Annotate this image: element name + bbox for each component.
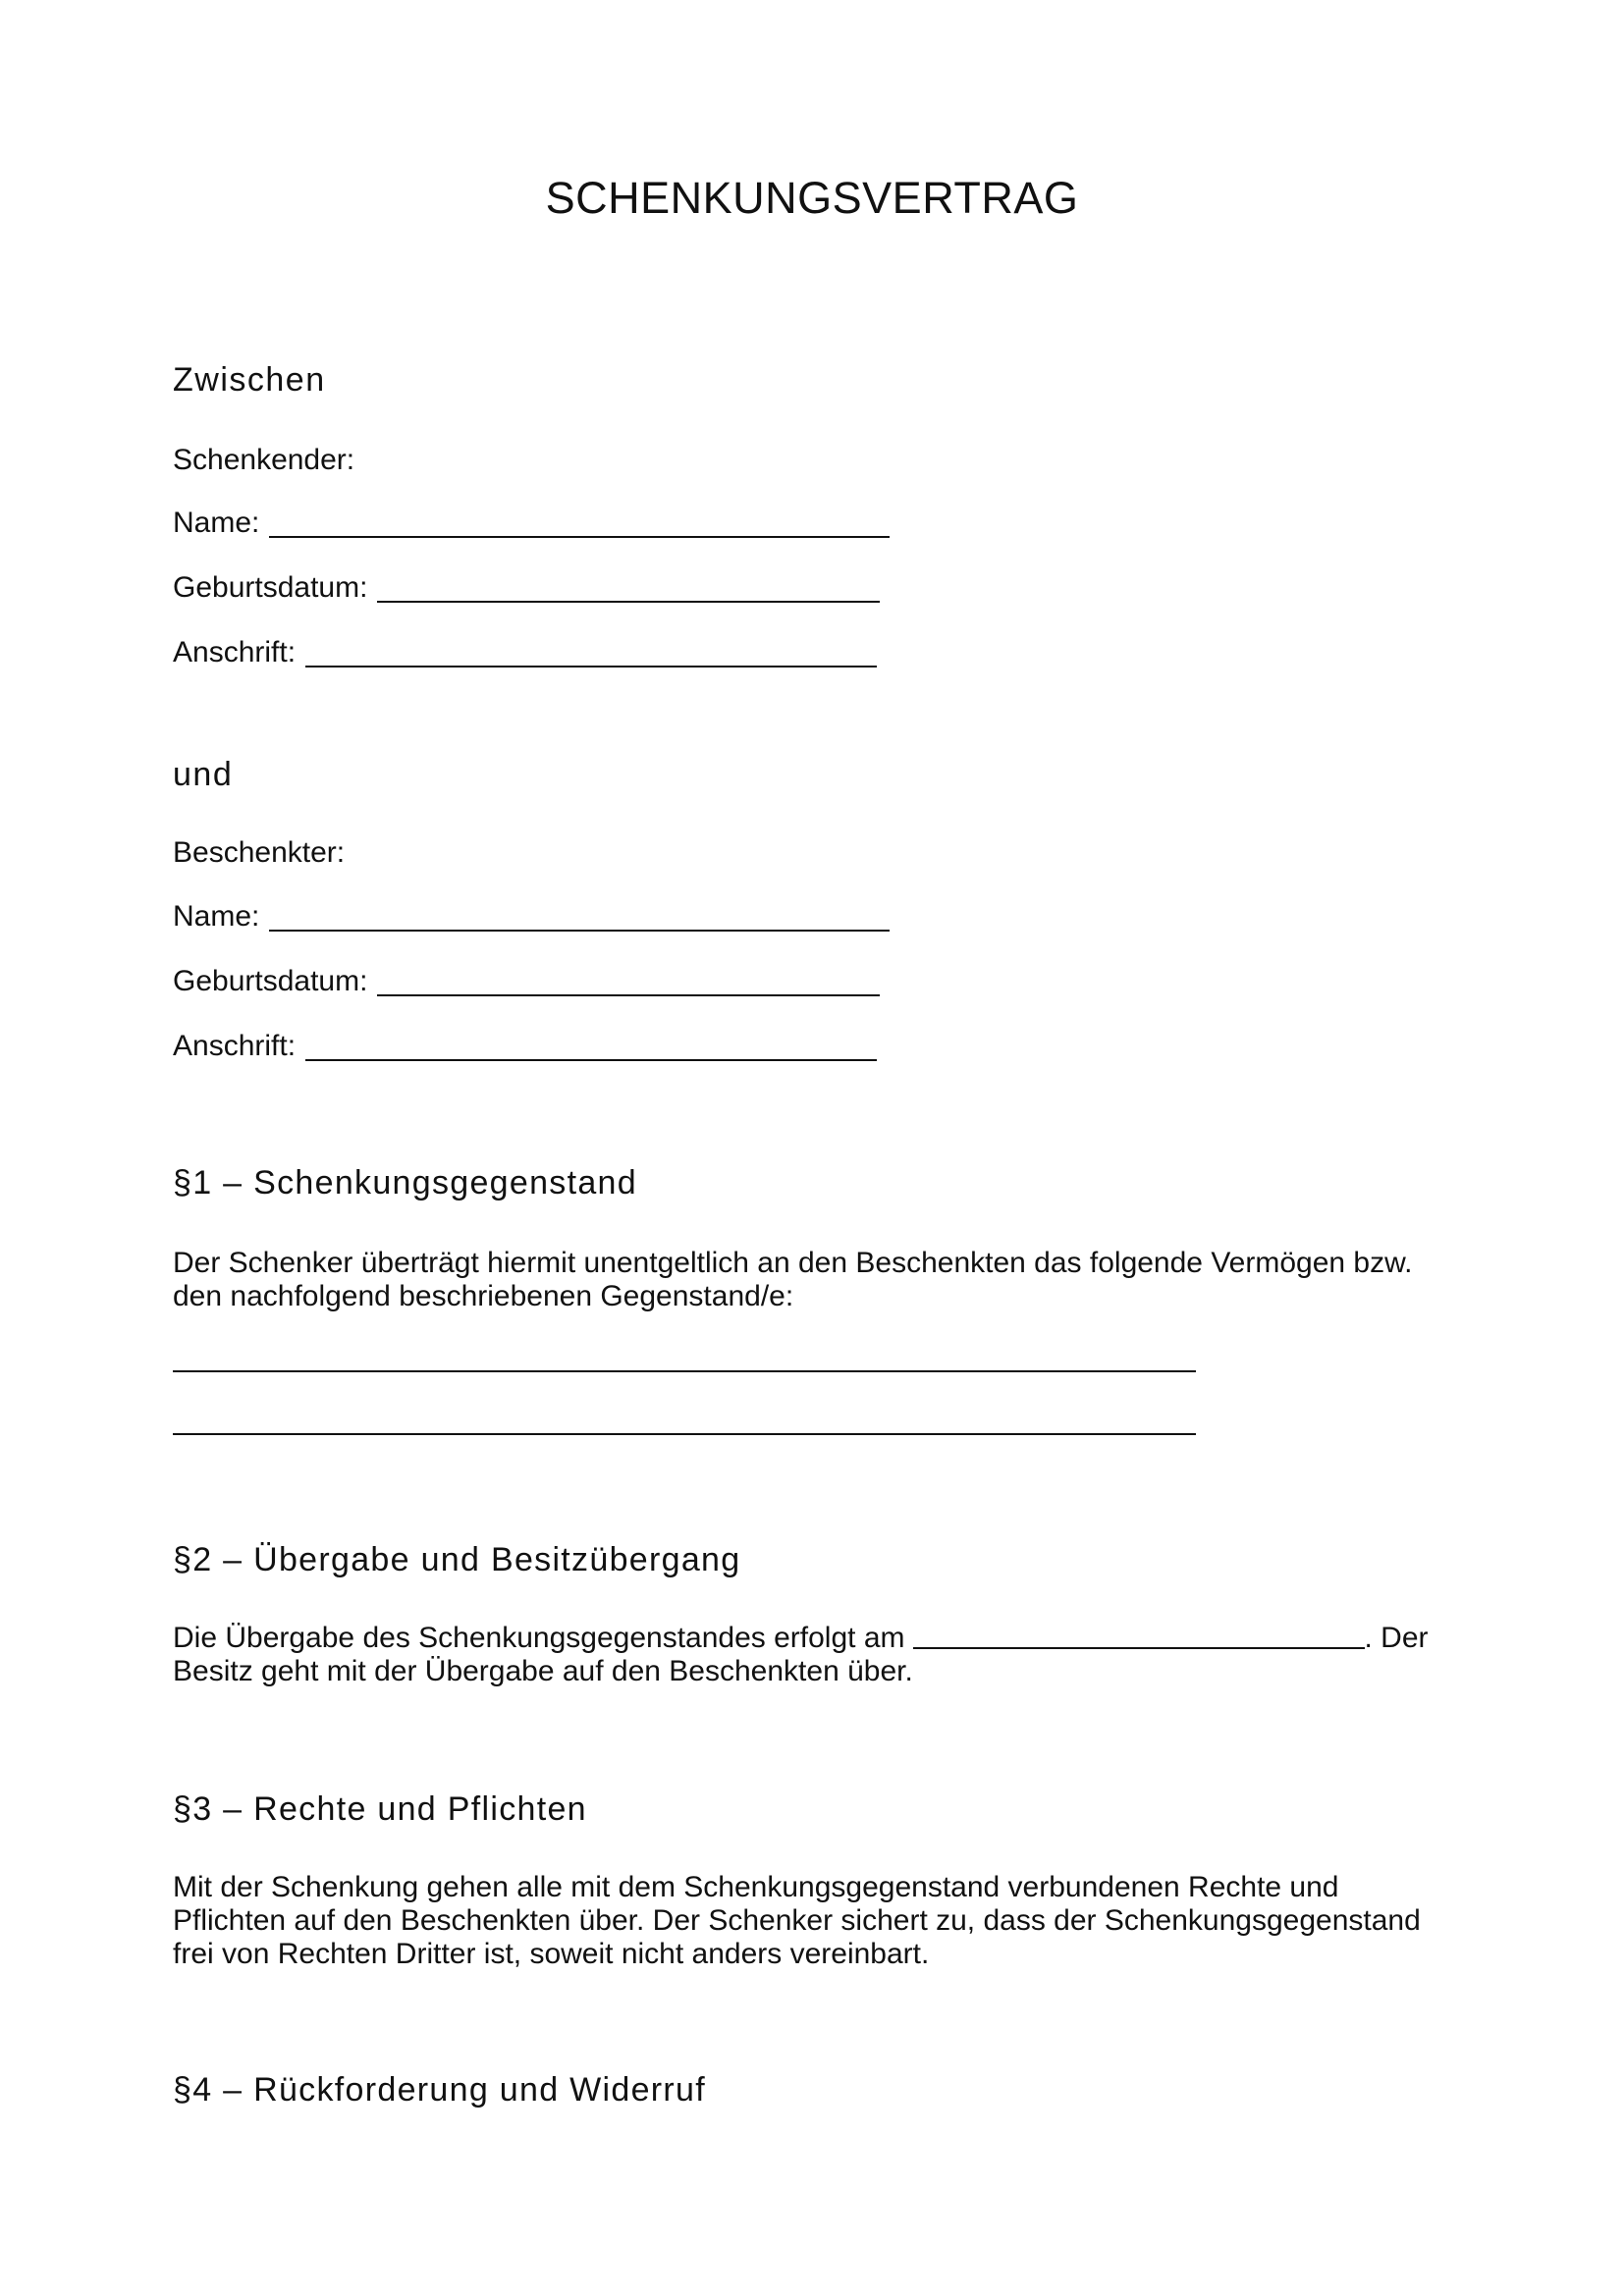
gift-description-line-1[interactable] [173, 1370, 1196, 1372]
section-3-text-line: Mit der Schenkung gehen alle mit dem Schenkungsgegenstand verbundenen Rechte und [173, 1871, 1339, 1903]
donor-name-field[interactable] [173, 507, 890, 540]
handover-date-blank[interactable] [913, 1622, 1365, 1649]
recipient-address-field[interactable] [173, 1030, 877, 1063]
section-3-text-line: Pflichten auf den Beschenkten über. Der Schenker sichert zu, dass der Schenkungsgegenstand [173, 1904, 1421, 1937]
section-3-text [173, 1871, 1469, 1971]
section-1-text-line: Der Schenker überträgt hiermit unentgeltlich an den Beschenkten das folgende Vermögen bzw. [173, 1247, 1413, 1279]
section-1-text-line: den nachfolgend beschriebenen Gegenstand/e: [173, 1280, 794, 1312]
and-label: und [173, 756, 234, 793]
recipient-address-label: Anschrift: [173, 1030, 297, 1062]
recipient-address-blank[interactable] [305, 1034, 877, 1061]
section-3-heading: §3 – Rechte und Pflichten [173, 1790, 587, 1828]
donor-birthdate-blank[interactable] [377, 575, 880, 603]
between-label: Zwischen [173, 361, 326, 399]
section-2-text-line: Besitz geht mit der Übergabe auf den Beschenkten über. [173, 1655, 913, 1687]
document-title: SCHENKUNGSVERTRAG [545, 173, 1079, 223]
section-2-text-after: . Der [1364, 1622, 1429, 1654]
section-2-heading: §2 – Übergabe und Besitzübergang [173, 1541, 741, 1578]
donor-address-field[interactable] [173, 636, 877, 669]
recipient-birthdate-blank[interactable] [377, 969, 880, 996]
recipient-name-label: Name: [173, 900, 260, 933]
donor-address-blank[interactable] [305, 640, 877, 667]
section-2-text [173, 1622, 1469, 1688]
recipient-heading: Beschenkter: [173, 836, 346, 869]
section-2-text-before: Die Übergabe des Schenkungsgegenstandes erfolgt am [173, 1622, 905, 1654]
recipient-birthdate-label: Geburtsdatum: [173, 965, 368, 997]
section-1-heading: §1 – Schenkungsgegenstand [173, 1164, 637, 1201]
donor-name-blank[interactable] [269, 510, 890, 538]
donor-heading: Schenkender: [173, 444, 355, 476]
donor-name-label: Name: [173, 507, 260, 539]
section-3-text-line: frei von Rechten Dritter ist, soweit nicht anders vereinbart. [173, 1938, 930, 1970]
recipient-birthdate-field[interactable] [173, 965, 880, 998]
donor-address-label: Anschrift: [173, 636, 297, 668]
recipient-name-blank[interactable] [269, 904, 890, 932]
section-2-text-line [173, 1622, 1469, 1655]
recipient-name-field[interactable] [173, 900, 890, 934]
gift-description-line-2[interactable] [173, 1433, 1196, 1435]
donor-birthdate-label: Geburtsdatum: [173, 571, 368, 604]
section-4-heading: §4 – Rückforderung und Widerruf [173, 2071, 707, 2109]
donor-birthdate-field[interactable] [173, 571, 880, 605]
section-1-text [173, 1247, 1469, 1313]
